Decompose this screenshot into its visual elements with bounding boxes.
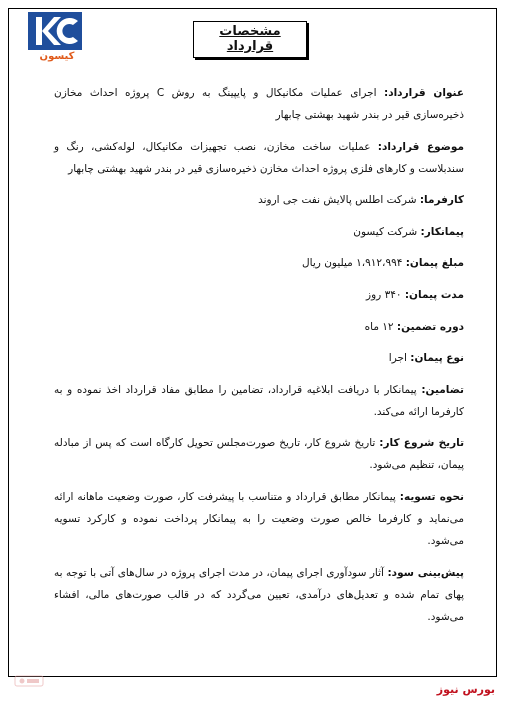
watermark-icon bbox=[14, 674, 44, 688]
detail-guarantees: تضامین: پیمانکار با دریافت ابلاغیه قرارداد، تضامین را مطابق مفاد قرارداد اخذ نموده و به کارفرما ارائه می‌کند. bbox=[54, 383, 464, 418]
detail-title: عنوان قرارداد: اجرای عملیات مکانیکال و پایپینگ به روش C پروژه احداث مخازن ذخیره‌سازی قیر در بندر شهید بهشتی چابهار bbox=[54, 87, 464, 121]
contract-details bbox=[54, 82, 464, 637]
detail-start-date: تاریخ شروع کار: تاریخ شروع کار، تاریخ صورت‌مجلس تحویل کارگاه است که پس از مبادله پیمان، تنظیم می‌شود. bbox=[54, 437, 465, 472]
detail-amount: مبلغ پیمان: ۱،۹۱۲،۹۹۴ میلیون ریال bbox=[302, 257, 464, 270]
logo-name: کیسون bbox=[39, 51, 75, 62]
detail-guarantee-period: دوره تضمین: ۱۲ ماه bbox=[364, 320, 464, 333]
detail-employer: کارفرما: شرکت اطلس پالایش نفت جی اروند bbox=[258, 194, 464, 207]
detail-settlement: نحوه تسویه: پیمانکار مطابق قرارداد و متناسب با پیشرفت کار، صورت وضعیت ماهانه ارائه می‌نماید و کارفرما خالص صورت وضعیت را به پیمانکار پرداخت نموده و کارکرد تسویه می‌شود. bbox=[54, 490, 465, 547]
detail-profit-forecast: پیش‌بینی سود: آثار سودآوری اجرای پیمان، در مدت اجرای پروژه در سال‌های آتی با توجه به پهای تمام شده و تعدیل‌های درآمدی، تعیین می‌گردد که در قالب صورت‌های مالی، افشاء می‌شود. bbox=[54, 566, 464, 623]
kc-logo-mark bbox=[27, 11, 83, 51]
page-title: مشخصات قرارداد bbox=[193, 21, 307, 58]
detail-subject: موضوع قرارداد: عملیات ساخت مخازن، نصب تجهیزات مکانیکال، لوله‌کشی، رنگ و سندبلاست و کارهای فلزی پروژه احداث مخازن ذخیره‌سازی قیر در بندر شهید بهشتی چابهار bbox=[54, 140, 464, 175]
company-logo bbox=[27, 11, 87, 66]
detail-duration: مدت پیمان: ۳۴۰ روز bbox=[366, 288, 464, 301]
detail-contract-type: نوع پیمان: اجرا bbox=[388, 352, 464, 365]
source-label: بورس نیوز bbox=[436, 683, 495, 696]
detail-contractor: پیمانکار: شرکت کیسون bbox=[353, 225, 464, 238]
